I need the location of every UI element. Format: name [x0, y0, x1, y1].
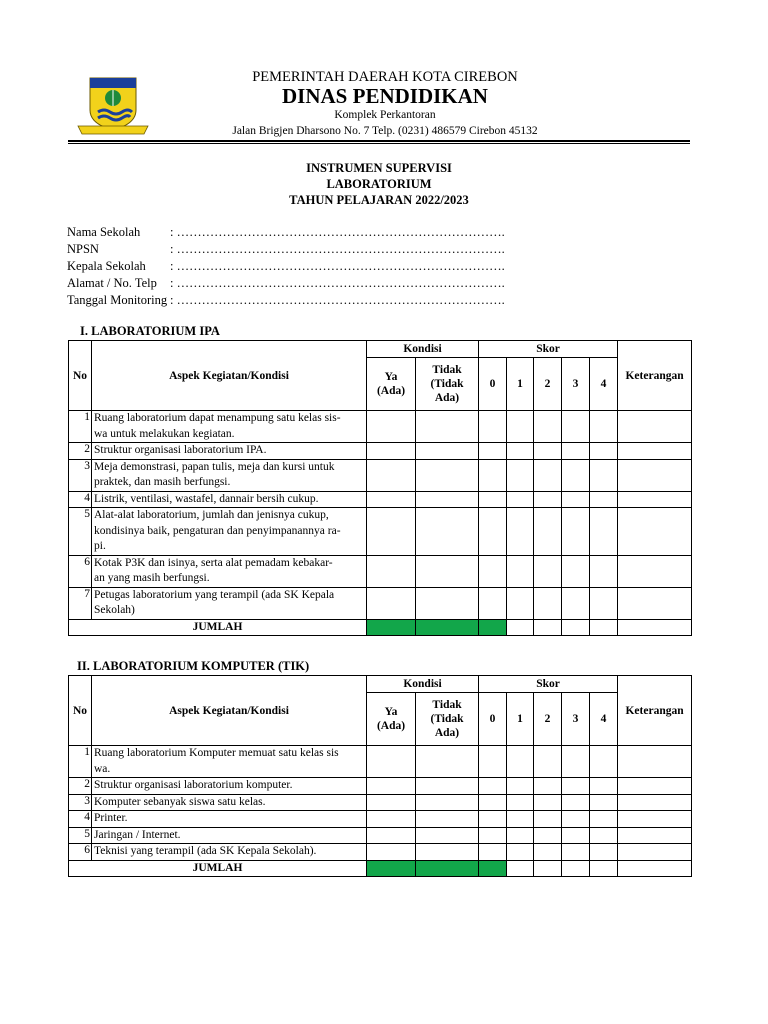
- score-cell[interactable]: [416, 427, 479, 443]
- doc-title-1: INSTRUMEN SUPERVISI: [306, 161, 452, 175]
- header-rule-thick: [68, 140, 690, 142]
- item-aspect-line: pi.: [92, 539, 367, 555]
- score-cell[interactable]: [367, 587, 416, 603]
- score-cell[interactable]: [562, 827, 590, 844]
- jumlah-ya-cell: [367, 619, 416, 635]
- col-skor-0: 0: [479, 358, 507, 411]
- item-aspect-line: wa untuk melakukan kegiatan.: [92, 427, 367, 443]
- score-cell[interactable]: [590, 539, 618, 555]
- table-row: [69, 475, 692, 491]
- score-cell[interactable]: [618, 555, 692, 571]
- col-kondisi: Kondisi: [367, 341, 479, 358]
- score-cell[interactable]: [562, 524, 590, 540]
- score-cell[interactable]: [562, 539, 590, 555]
- jumlah-row: [69, 619, 692, 635]
- item-no: 1: [69, 411, 92, 427]
- jumlah-skor-1-cell[interactable]: [507, 619, 534, 635]
- jumlah-skor-1-cell[interactable]: [507, 860, 534, 876]
- score-cell[interactable]: [479, 459, 507, 475]
- item-aspect-line: Petugas laboratorium yang terampil (ada SK Kepala: [92, 587, 367, 603]
- col-ya: Ya (Ada): [367, 358, 416, 411]
- section-title-komputer: II. LABORATORIUM KOMPUTER (TIK): [77, 659, 310, 673]
- score-cell[interactable]: [479, 794, 507, 811]
- score-cell[interactable]: [534, 539, 562, 555]
- col-skor-3: 3: [562, 693, 590, 746]
- jumlah-label: JUMLAH: [69, 860, 367, 876]
- score-cell[interactable]: [416, 587, 479, 603]
- score-cell[interactable]: [562, 427, 590, 443]
- doc-title-3: TAHUN PELAJARAN 2022/2023: [289, 193, 469, 207]
- score-cell[interactable]: [416, 571, 479, 587]
- item-no: [69, 524, 92, 540]
- score-cell[interactable]: [534, 794, 562, 811]
- score-cell[interactable]: [618, 524, 692, 540]
- table-lab-ipa: [68, 340, 692, 636]
- score-cell[interactable]: [479, 827, 507, 844]
- score-cell[interactable]: [590, 459, 618, 475]
- score-cell[interactable]: [562, 491, 590, 508]
- item-aspect-line: Kotak P3K dan isinya, serta alat pemadam kebakar-: [92, 555, 367, 571]
- score-cell[interactable]: [416, 539, 479, 555]
- score-cell[interactable]: [367, 524, 416, 540]
- score-cell[interactable]: [590, 603, 618, 619]
- item-aspect-line: Jaringan / Internet.: [92, 827, 367, 844]
- score-cell[interactable]: [367, 539, 416, 555]
- score-cell[interactable]: [562, 778, 590, 795]
- score-cell[interactable]: [367, 571, 416, 587]
- score-cell[interactable]: [590, 555, 618, 571]
- score-cell[interactable]: [618, 475, 692, 491]
- jumlah-row: [69, 860, 692, 876]
- score-cell[interactable]: [416, 443, 479, 460]
- col-skor-2: 2: [534, 358, 562, 411]
- table-row: [69, 844, 692, 861]
- score-cell[interactable]: [367, 427, 416, 443]
- score-cell[interactable]: [507, 603, 534, 619]
- item-aspect-line: Printer.: [92, 811, 367, 828]
- score-cell[interactable]: [479, 603, 507, 619]
- score-cell[interactable]: [367, 555, 416, 571]
- score-cell[interactable]: [367, 844, 416, 861]
- table-row: [69, 459, 692, 475]
- score-cell[interactable]: [562, 475, 590, 491]
- table-row: [69, 746, 692, 762]
- score-cell[interactable]: [618, 427, 692, 443]
- col-skor-0: 0: [479, 693, 507, 746]
- item-no: 5: [69, 827, 92, 844]
- score-cell[interactable]: [416, 508, 479, 524]
- score-cell[interactable]: [416, 778, 479, 795]
- score-cell[interactable]: [534, 746, 562, 762]
- score-cell[interactable]: [590, 844, 618, 861]
- score-cell[interactable]: [479, 778, 507, 795]
- table-row: [69, 827, 692, 844]
- score-cell[interactable]: [479, 475, 507, 491]
- item-aspect-line: Komputer sebanyak siswa satu kelas.: [92, 794, 367, 811]
- score-cell[interactable]: [618, 459, 692, 475]
- header-address: Jalan Brigjen Dharsono No. 7 Telp. (0231) 486579 Cirebon 45132: [232, 125, 538, 137]
- item-no: [69, 603, 92, 619]
- score-cell[interactable]: [534, 524, 562, 540]
- item-aspect-line: Sekolah): [92, 603, 367, 619]
- score-cell[interactable]: [479, 508, 507, 524]
- item-aspect-line: an yang masih berfungsi.: [92, 571, 367, 587]
- item-no: 2: [69, 778, 92, 795]
- score-cell[interactable]: [590, 811, 618, 828]
- item-aspect-line: praktek, dan masih berfungsi.: [92, 475, 367, 491]
- item-aspect-line: wa.: [92, 762, 367, 778]
- item-aspect-line: kondisinya baik, pengaturan dan penyimpanannya ra-: [92, 524, 367, 540]
- col-skor-4: 4: [590, 358, 618, 411]
- table-row: [69, 571, 692, 587]
- score-cell[interactable]: [534, 571, 562, 587]
- info-row-address: Alamat / No. Telp : …………………………………………………………………….: [67, 276, 505, 290]
- item-aspect-line: Alat-alat laboratorium, jumlah dan jenisnya cukup,: [92, 508, 367, 524]
- jumlah-skor-4-cell[interactable]: [590, 619, 618, 635]
- score-cell[interactable]: [367, 475, 416, 491]
- score-cell[interactable]: [534, 508, 562, 524]
- score-cell[interactable]: [507, 762, 534, 778]
- score-cell[interactable]: [479, 427, 507, 443]
- score-cell[interactable]: [534, 587, 562, 603]
- score-cell[interactable]: [534, 778, 562, 795]
- item-no: 3: [69, 794, 92, 811]
- score-cell[interactable]: [507, 844, 534, 861]
- score-cell[interactable]: [479, 746, 507, 762]
- score-cell[interactable]: [367, 746, 416, 762]
- score-cell[interactable]: [562, 555, 590, 571]
- jumlah-label: JUMLAH: [69, 619, 367, 635]
- table-row: [69, 794, 692, 811]
- info-row-monitoring-date: Tanggal Monitoring : …………………………………………………………………….: [67, 293, 505, 307]
- score-cell[interactable]: [534, 411, 562, 427]
- score-cell[interactable]: [534, 762, 562, 778]
- score-cell[interactable]: [562, 746, 590, 762]
- score-cell[interactable]: [507, 524, 534, 540]
- item-aspect-line: Listrik, ventilasi, wastafel, dannair bersih cukup.: [92, 491, 367, 508]
- score-cell[interactable]: [618, 603, 692, 619]
- score-cell[interactable]: [367, 508, 416, 524]
- score-cell[interactable]: [534, 491, 562, 508]
- score-cell[interactable]: [534, 459, 562, 475]
- score-cell[interactable]: [590, 491, 618, 508]
- jumlah-keterangan-cell[interactable]: [618, 860, 692, 876]
- score-cell[interactable]: [534, 555, 562, 571]
- col-skor-1: 1: [507, 358, 534, 411]
- score-cell[interactable]: [590, 524, 618, 540]
- score-cell[interactable]: [562, 762, 590, 778]
- header-government: PEMERINTAH DAERAH KOTA CIREBON: [252, 69, 518, 85]
- score-cell[interactable]: [416, 603, 479, 619]
- table-row: [69, 587, 692, 603]
- col-skor: Skor: [479, 676, 618, 693]
- score-cell[interactable]: [479, 443, 507, 460]
- score-cell[interactable]: [507, 427, 534, 443]
- score-cell[interactable]: [367, 411, 416, 427]
- score-cell[interactable]: [416, 762, 479, 778]
- jumlah-keterangan-cell[interactable]: [618, 619, 692, 635]
- score-cell[interactable]: [507, 459, 534, 475]
- info-row-principal: Kepala Sekolah : …………………………………………………………………….: [67, 259, 505, 273]
- score-cell[interactable]: [507, 746, 534, 762]
- score-cell[interactable]: [618, 539, 692, 555]
- item-no: [69, 427, 92, 443]
- score-cell[interactable]: [416, 411, 479, 427]
- score-cell[interactable]: [618, 827, 692, 844]
- doc-title-2: LABORATORIUM: [326, 177, 432, 191]
- item-no: 1: [69, 746, 92, 762]
- col-skor-3: 3: [562, 358, 590, 411]
- score-cell[interactable]: [590, 443, 618, 460]
- score-cell[interactable]: [562, 844, 590, 861]
- score-cell[interactable]: [367, 778, 416, 795]
- col-no: No: [69, 341, 92, 411]
- score-cell[interactable]: [507, 827, 534, 844]
- score-cell[interactable]: [507, 475, 534, 491]
- col-aspek: Aspek Kegiatan/Kondisi: [92, 676, 367, 746]
- score-cell[interactable]: [416, 459, 479, 475]
- score-cell[interactable]: [590, 411, 618, 427]
- jumlah-ya-cell: [367, 860, 416, 876]
- jumlah-skor-3-cell[interactable]: [562, 860, 590, 876]
- item-no: 5: [69, 508, 92, 524]
- col-no: No: [69, 676, 92, 746]
- table-row: [69, 555, 692, 571]
- score-cell[interactable]: [534, 603, 562, 619]
- score-cell[interactable]: [416, 794, 479, 811]
- score-cell[interactable]: [507, 811, 534, 828]
- score-cell[interactable]: [367, 827, 416, 844]
- score-cell[interactable]: [507, 587, 534, 603]
- score-cell[interactable]: [534, 475, 562, 491]
- item-aspect-line: Meja demonstrasi, papan tulis, meja dan kursi untuk: [92, 459, 367, 475]
- score-cell[interactable]: [618, 844, 692, 861]
- score-cell[interactable]: [479, 762, 507, 778]
- jumlah-tidak-cell: [416, 860, 479, 876]
- item-aspect-line: Ruang laboratorium dapat menampung satu kelas sis-: [92, 411, 367, 427]
- score-cell[interactable]: [479, 811, 507, 828]
- score-cell[interactable]: [562, 811, 590, 828]
- item-aspect-line: Struktur organisasi laboratorium komputer.: [92, 778, 367, 795]
- score-cell[interactable]: [590, 827, 618, 844]
- info-row-npsn: NPSN : …………………………………………………………………….: [67, 242, 505, 256]
- score-cell[interactable]: [590, 746, 618, 762]
- info-row-school-name: Nama Sekolah : …………………………………………………………………….: [67, 225, 505, 239]
- col-skor-1: 1: [507, 693, 534, 746]
- score-cell[interactable]: [416, 475, 479, 491]
- jumlah-skor-3-cell[interactable]: [562, 619, 590, 635]
- score-cell[interactable]: [534, 811, 562, 828]
- col-skor-2: 2: [534, 693, 562, 746]
- col-tidak: Tidak (Tidak Ada): [416, 693, 479, 746]
- score-cell[interactable]: [367, 491, 416, 508]
- score-cell[interactable]: [562, 411, 590, 427]
- score-cell[interactable]: [590, 778, 618, 795]
- item-no: 4: [69, 491, 92, 508]
- score-cell[interactable]: [507, 443, 534, 460]
- score-cell[interactable]: [562, 794, 590, 811]
- table-row: [69, 524, 692, 540]
- col-ya: Ya (Ada): [367, 693, 416, 746]
- score-cell[interactable]: [618, 411, 692, 427]
- score-cell[interactable]: [590, 587, 618, 603]
- cirebon-emblem-logo: [76, 72, 150, 138]
- score-cell[interactable]: [618, 778, 692, 795]
- score-cell[interactable]: [416, 827, 479, 844]
- item-no: 2: [69, 443, 92, 460]
- score-cell[interactable]: [507, 508, 534, 524]
- score-cell[interactable]: [534, 827, 562, 844]
- section-title-ipa: I. LABORATORIUM IPA: [80, 324, 220, 338]
- table-row: [69, 443, 692, 460]
- header-agency: DINAS PENDIDIKAN: [282, 84, 488, 108]
- col-kondisi: Kondisi: [367, 676, 479, 693]
- score-cell[interactable]: [618, 571, 692, 587]
- table-row: [69, 811, 692, 828]
- score-cell[interactable]: [590, 508, 618, 524]
- score-cell[interactable]: [507, 555, 534, 571]
- jumlah-skor-0-cell: [479, 619, 507, 635]
- score-cell[interactable]: [618, 491, 692, 508]
- score-cell[interactable]: [590, 762, 618, 778]
- score-cell[interactable]: [416, 844, 479, 861]
- score-cell[interactable]: [479, 844, 507, 861]
- score-cell[interactable]: [534, 443, 562, 460]
- score-cell[interactable]: [367, 603, 416, 619]
- item-no: 7: [69, 587, 92, 603]
- col-aspek: Aspek Kegiatan/Kondisi: [92, 341, 367, 411]
- table-lab-komputer: [68, 675, 692, 877]
- score-cell[interactable]: [562, 508, 590, 524]
- item-aspect-line: Ruang laboratorium Komputer memuat satu kelas sis: [92, 746, 367, 762]
- table-row: [69, 427, 692, 443]
- score-cell[interactable]: [507, 411, 534, 427]
- jumlah-skor-2-cell[interactable]: [534, 619, 562, 635]
- table-row: [69, 778, 692, 795]
- score-cell[interactable]: [562, 603, 590, 619]
- score-cell[interactable]: [367, 794, 416, 811]
- score-cell[interactable]: [534, 844, 562, 861]
- score-cell[interactable]: [416, 811, 479, 828]
- score-cell[interactable]: [367, 811, 416, 828]
- score-cell[interactable]: [590, 571, 618, 587]
- item-no: 6: [69, 844, 92, 861]
- score-cell[interactable]: [479, 571, 507, 587]
- score-cell[interactable]: [507, 794, 534, 811]
- score-cell[interactable]: [507, 491, 534, 508]
- score-cell[interactable]: [618, 587, 692, 603]
- score-cell[interactable]: [479, 587, 507, 603]
- table-row: [69, 491, 692, 508]
- score-cell[interactable]: [618, 762, 692, 778]
- item-no: [69, 475, 92, 491]
- table-row: [69, 603, 692, 619]
- header-complex: Komplek Perkantoran: [334, 109, 436, 121]
- score-cell[interactable]: [534, 427, 562, 443]
- score-cell[interactable]: [479, 539, 507, 555]
- score-cell[interactable]: [479, 411, 507, 427]
- score-cell[interactable]: [562, 459, 590, 475]
- item-no: [69, 762, 92, 778]
- score-cell[interactable]: [618, 746, 692, 762]
- col-skor-4: 4: [590, 693, 618, 746]
- score-cell[interactable]: [507, 571, 534, 587]
- score-cell[interactable]: [590, 794, 618, 811]
- col-keterangan: Keterangan: [618, 341, 692, 411]
- score-cell[interactable]: [416, 491, 479, 508]
- score-cell[interactable]: [590, 427, 618, 443]
- item-no: 6: [69, 555, 92, 571]
- score-cell[interactable]: [479, 555, 507, 571]
- school-info: [67, 224, 567, 309]
- table-row: [69, 539, 692, 555]
- score-cell[interactable]: [507, 539, 534, 555]
- jumlah-skor-4-cell[interactable]: [590, 860, 618, 876]
- score-cell[interactable]: [367, 443, 416, 460]
- score-cell[interactable]: [618, 794, 692, 811]
- table-row: [69, 762, 692, 778]
- score-cell[interactable]: [618, 443, 692, 460]
- col-tidak: Tidak (Tidak Ada): [416, 358, 479, 411]
- score-cell[interactable]: [562, 587, 590, 603]
- item-no: 3: [69, 459, 92, 475]
- item-aspect-line: Struktur organisasi laboratorium IPA.: [92, 443, 367, 460]
- score-cell[interactable]: [367, 459, 416, 475]
- item-no: [69, 539, 92, 555]
- score-cell[interactable]: [416, 555, 479, 571]
- jumlah-skor-0-cell: [479, 860, 507, 876]
- score-cell[interactable]: [590, 475, 618, 491]
- score-cell[interactable]: [507, 778, 534, 795]
- item-aspect-line: Teknisi yang terampil (ada SK Kepala Sekolah).: [92, 844, 367, 861]
- score-cell[interactable]: [416, 746, 479, 762]
- score-cell[interactable]: [562, 443, 590, 460]
- score-cell[interactable]: [562, 571, 590, 587]
- jumlah-tidak-cell: [416, 619, 479, 635]
- score-cell[interactable]: [479, 491, 507, 508]
- item-no: 4: [69, 811, 92, 828]
- score-cell[interactable]: [618, 508, 692, 524]
- score-cell[interactable]: [367, 762, 416, 778]
- col-keterangan: Keterangan: [618, 676, 692, 746]
- table-row: [69, 508, 692, 524]
- jumlah-skor-2-cell[interactable]: [534, 860, 562, 876]
- score-cell[interactable]: [416, 524, 479, 540]
- item-no: [69, 571, 92, 587]
- header-rule-thin: [68, 143, 690, 144]
- table-row: [69, 411, 692, 427]
- col-skor: Skor: [479, 341, 618, 358]
- score-cell[interactable]: [479, 524, 507, 540]
- score-cell[interactable]: [618, 811, 692, 828]
